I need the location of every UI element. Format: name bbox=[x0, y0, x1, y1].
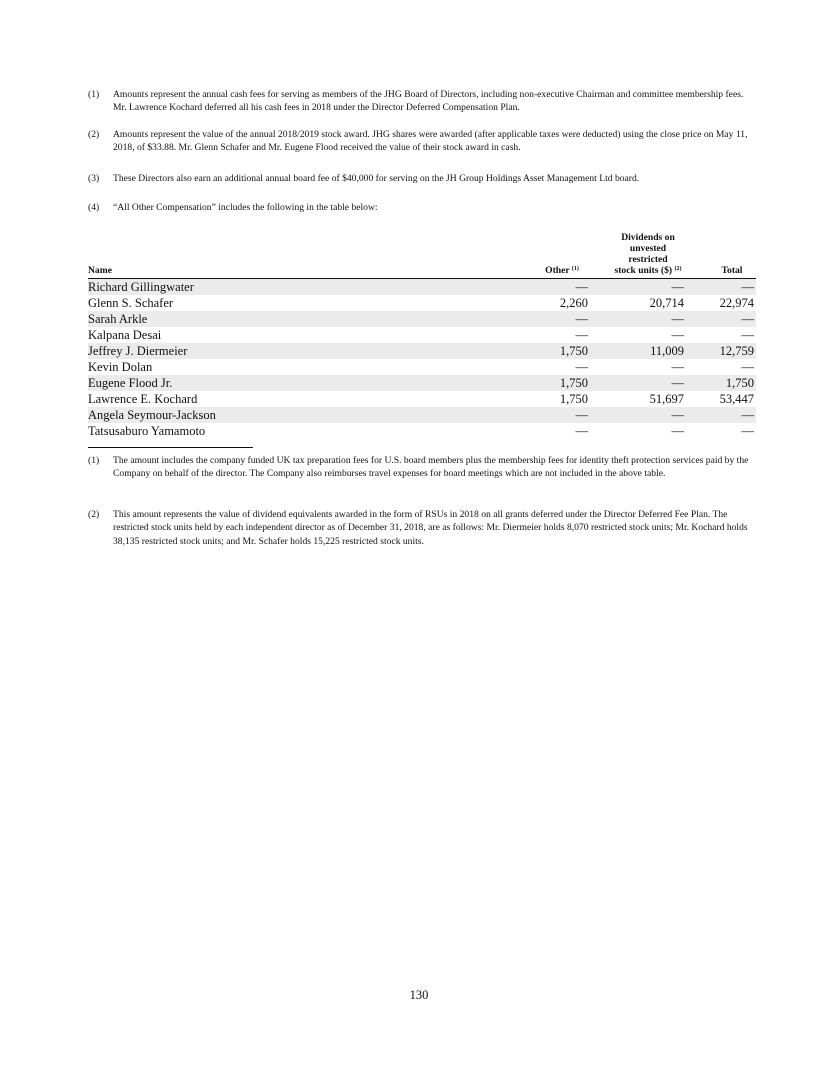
cell-name: Sarah Arkle bbox=[88, 312, 148, 326]
column-header-name: Name bbox=[88, 265, 112, 276]
cell-name: Jeffrey J. Diermeier bbox=[88, 344, 188, 358]
cell-dividends: — bbox=[671, 328, 684, 342]
column-header-total: Total bbox=[721, 265, 743, 276]
footnote-text: Amounts represent the annual cash fees for serving as members of the JHG Board of Directors, including non-executive Chairman and committee membership fees. Mr. Lawrence Kochard deferred all his cash fees in 2018 under the Director Deferred Compensation Plan. bbox=[113, 89, 744, 114]
table-footnote-2 bbox=[88, 508, 756, 548]
cell-other: 1,750 bbox=[559, 392, 588, 406]
table-row bbox=[88, 279, 756, 295]
cell-other: — bbox=[575, 408, 588, 422]
footnote-text: These Directors also earn an additional annual board fee of $40,000 for serving on the JH Group Holdings Asset Management Ltd board. bbox=[113, 173, 640, 184]
table-row bbox=[88, 343, 756, 359]
cell-total: — bbox=[741, 360, 754, 374]
cell-total: — bbox=[741, 328, 754, 342]
footnote-4 bbox=[88, 201, 756, 214]
cell-name: Glenn S. Schafer bbox=[88, 296, 174, 310]
column-header-dividends bbox=[603, 232, 693, 276]
header-line: restricted bbox=[628, 254, 668, 265]
cell-total: 22,974 bbox=[719, 296, 754, 310]
header-line-text: stock units ($) bbox=[614, 265, 673, 276]
cell-total: — bbox=[741, 312, 754, 326]
cell-other: — bbox=[575, 328, 588, 342]
footnote-text: This amount represents the value of dividend equivalents awarded in the form of RSUs in 2018 on all grants deferred under the Director Deferred Fee Plan. The restricted stock units held by each independent director as of December 31, 2018, are as follows: Mr. Diermeier holds 8,070 restricted stock units; Mr. Kochard holds 38,135 restricted stock units; and Mr. Schafer holds 15,225 restricted stock units. bbox=[113, 509, 748, 547]
table-row bbox=[88, 407, 756, 423]
cell-total: — bbox=[741, 408, 754, 422]
cell-total: 12,759 bbox=[719, 344, 754, 358]
cell-total: — bbox=[741, 280, 754, 294]
footnote-ref: (1) bbox=[571, 266, 579, 272]
table-row bbox=[88, 423, 756, 439]
table-row bbox=[88, 295, 756, 311]
other-compensation-table bbox=[88, 226, 756, 439]
table-header bbox=[88, 226, 756, 279]
table-row bbox=[88, 359, 756, 375]
cell-dividends: — bbox=[671, 312, 684, 326]
cell-name: Richard Gillingwater bbox=[88, 280, 194, 294]
cell-dividends: — bbox=[671, 408, 684, 422]
table-row bbox=[88, 391, 756, 407]
column-header-other bbox=[536, 265, 588, 276]
header-line bbox=[603, 265, 693, 276]
cell-total: 53,447 bbox=[719, 392, 754, 406]
footnote-number: (1) bbox=[88, 89, 100, 100]
cell-dividends: 20,714 bbox=[649, 296, 684, 310]
page-number: 130 bbox=[409, 988, 429, 1002]
footnote-number: (2) bbox=[88, 129, 100, 140]
table-footnote-1 bbox=[88, 454, 756, 481]
cell-dividends: — bbox=[671, 424, 684, 438]
header-line: unvested bbox=[629, 243, 667, 254]
table-row bbox=[88, 327, 756, 343]
column-header-other-label: Other bbox=[545, 265, 570, 276]
footnote-text: Amounts represent the value of the annual 2018/2019 stock award. JHG shares were awarded (after applicable taxes were deducted) using the close price on May 11, 2018, of $33.88. Mr. Glenn Schafer and Mr. Eugene Flood received the value of their stock award in cash. bbox=[113, 129, 748, 154]
header-line: Dividends on bbox=[621, 232, 675, 243]
cell-dividends: 11,009 bbox=[650, 344, 684, 358]
cell-other: — bbox=[575, 280, 588, 294]
cell-dividends: 51,697 bbox=[649, 392, 684, 406]
footnote-divider bbox=[88, 447, 253, 448]
footnote-ref: (2) bbox=[674, 266, 682, 272]
table-row bbox=[88, 375, 756, 391]
footnote-2 bbox=[88, 128, 756, 155]
cell-dividends: — bbox=[671, 280, 684, 294]
cell-dividends: — bbox=[671, 360, 684, 374]
cell-name: Kevin Dolan bbox=[88, 360, 153, 374]
cell-total: — bbox=[741, 424, 754, 438]
cell-name: Lawrence E. Kochard bbox=[88, 392, 198, 406]
cell-name: Kalpana Desai bbox=[88, 328, 162, 342]
footnote-text: “All Other Compensation” includes the following in the table below: bbox=[113, 202, 378, 213]
cell-other: 1,750 bbox=[559, 344, 588, 358]
footnote-number: (1) bbox=[88, 455, 100, 466]
footnote-number: (2) bbox=[88, 509, 100, 520]
cell-other: 1,750 bbox=[559, 376, 588, 390]
footnote-1 bbox=[88, 88, 756, 115]
footnote-3 bbox=[88, 172, 756, 185]
cell-total: 1,750 bbox=[725, 376, 754, 390]
cell-other: — bbox=[575, 312, 588, 326]
cell-other: 2,260 bbox=[559, 296, 588, 310]
cell-name: Angela Seymour-Jackson bbox=[88, 408, 216, 422]
cell-dividends: — bbox=[671, 376, 684, 390]
footnote-number: (3) bbox=[88, 173, 100, 184]
table-row bbox=[88, 311, 756, 327]
cell-other: — bbox=[575, 360, 588, 374]
footnote-text: The amount includes the company funded UK tax preparation fees for U.S. board members plus the membership fees for identity theft protection services paid by the Company on behalf of the director. The Company also reimburses travel expenses for board meetings which are not included in the above table. bbox=[113, 455, 749, 480]
cell-name: Eugene Flood Jr. bbox=[88, 376, 173, 390]
cell-other: — bbox=[575, 424, 588, 438]
footnote-number: (4) bbox=[88, 202, 100, 213]
cell-name: Tatsusaburo Yamamoto bbox=[88, 424, 206, 438]
